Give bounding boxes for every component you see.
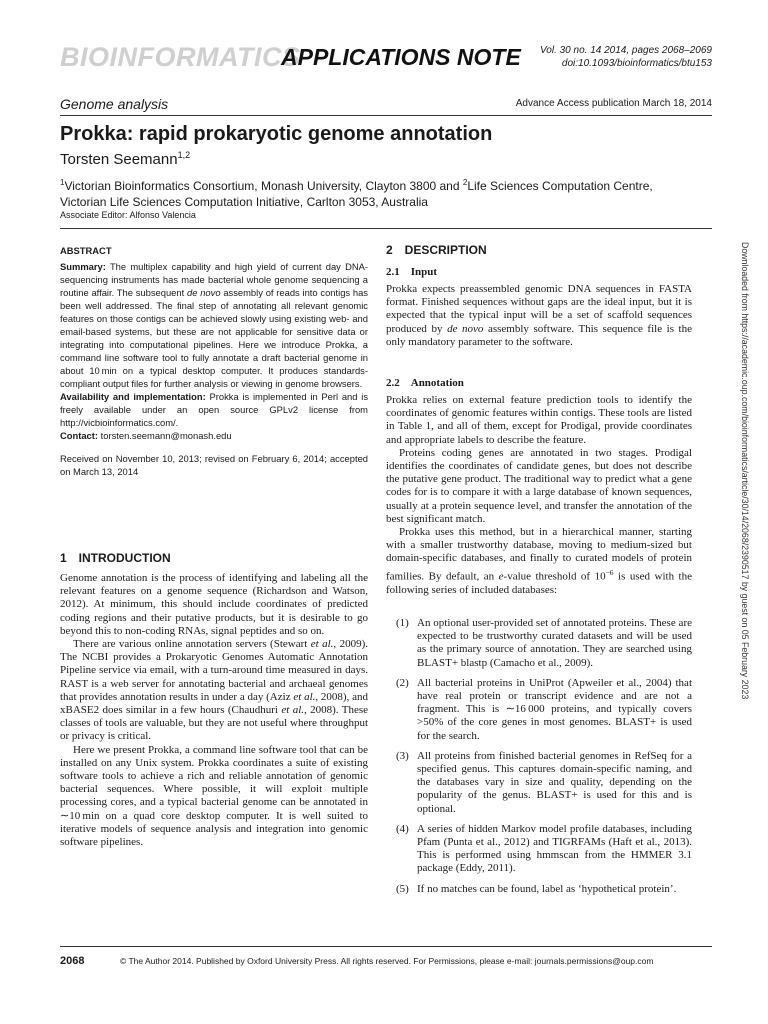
contact-label: Contact: (60, 430, 99, 441)
annotation-paragraph-3 (386, 526, 692, 597)
abstract-heading: ABSTRACT (60, 245, 112, 256)
input-body (386, 283, 692, 349)
citation-volume: Vol. 30 no. 14 2014, pages 2068–2069 (539, 45, 712, 56)
annotation-body (386, 394, 692, 597)
associate-editor: Associate Editor: Alfonso Valencia (60, 210, 196, 220)
intro-p2-etal-3: et al. (281, 704, 305, 717)
top-divider (60, 115, 712, 116)
intro-p2-etal-2: et al. (293, 690, 316, 703)
annotation-paragraph-1: Prokka relies on external feature prediction tools to identify the coordinates of genomic features within contigs. These tools are listed in Table 1, and all of them, except for Prodigal, provide coordinates and appropriate labels to describe the feature. (386, 394, 692, 446)
section-label: Genome analysis (60, 96, 169, 112)
list-item-text: All bacterial proteins in UniProt (Apweiler et al., 2004) that have real protein or transcript evidence and are not a fragment. This is ∼16 000 proteins, and typically covers >50% of the core genes in most genomes. BLAST+ is used for the search. (417, 676, 692, 742)
annotation-heading: 2.2 Annotation (386, 377, 464, 389)
received-dates: Received on November 10, 2013; revised on February 6, 2014; accepted on March 13, 2014 (60, 453, 368, 477)
affil-sup-1: 1 (60, 178, 65, 187)
summary-text-b: assembly of reads into contigs has been well addressed. The final step of annotating all relevant genomic features on those contigs can be achieved slowly using existing web- and email-based systems, but these are not applicable for sensitive data or integrating into computational pipelines. Here we introduce Prokka, a command line software tool to fully annotate a draft bacterial genome in about 10 min on a typical desktop computer. It produces standards-compliant output files for further analysis or viewing in genome browsers. (60, 287, 368, 389)
availability-text: Prokka is implemented in Perl and is freely available under an open source GPLv2 license from http://vicbioinformatics.com/. (60, 391, 369, 428)
list-item-text: A series of hidden Markov model profile databases, including Pfam (Punta et al., 2012) and TIGRFAMs (Haft et al., 2013). This is performed using hmmscan from the HMMER 3.1 package (Eddy, 2011). (417, 822, 692, 875)
ann-p3-b: -value threshold of 10 (503, 570, 606, 583)
abstract-contact (60, 429, 368, 442)
intro-paragraph-3: Here we present Prokka, a command line software tool that can be installed on any Unix system. Prokka coordinates a suite of existing software tools to achieve a rich and reliable annotation of genomic bacterial sequences. Where possible, it will exploit multiple processing cores, and a typical bacterial genome can be annotated in ∼10 min on a quad core desktop computer. It is well suited to iterative models of sequence analysis and integration into genomic software pipelines. (60, 743, 368, 849)
database-list-item (396, 677, 692, 743)
database-list-wrap (396, 617, 692, 903)
article-type: APPLICATIONS NOTE (281, 44, 521, 70)
input-heading: 2.1 Input (386, 266, 438, 278)
abstract-availability (60, 390, 368, 429)
intro-paragraph-2 (60, 638, 368, 744)
citation (540, 44, 712, 70)
affil-text-1: Victorian Bioinformatics Consortium, Monash University, Clayton 3800 and (64, 179, 463, 193)
intro-p2-d: , 2008). These classes of tools are valuable, but they are not useful where throughput or privacy is critical. (60, 704, 369, 743)
intro-p2-a: There are various online annotation servers (Stewart (73, 638, 311, 651)
author-name: Torsten Seemann (60, 151, 178, 168)
input-text-b: assembly software. This sequence file is the only mandatory parameter to the software. (386, 322, 692, 348)
footer-divider (60, 946, 712, 947)
summary-emphasis: de novo (187, 287, 221, 298)
author-superscript: 1,2 (177, 150, 191, 160)
introduction-heading: 1 INTRODUCTION (60, 551, 171, 565)
list-item-number: (2) (396, 676, 409, 689)
header-divider (60, 228, 712, 229)
intro-p2-b: , 2009). The NCBI provides a Prokaryotic Genomes Automatic Annotation Pipeline service via email, with a turn-around time measured in days. RAST is a web server for annotating bacterial and archaeal genomes that provides annotation results in under a day (Aziz (60, 638, 368, 703)
ann-p3-evalue: e (498, 570, 504, 583)
download-note-text[interactable]: Downloaded from https://academic.oup.com/bioinformatics/article/30/14/2068/2390517 by guest on 05 February 2023 (740, 242, 750, 700)
summary-text-a: The multiplex capability and high yield of current day DNA-sequencing instruments has made bacterial whole genome sequencing a routine affair. The subsequent (60, 261, 368, 298)
input-emphasis: de novo (447, 322, 484, 335)
description-heading: 2 DESCRIPTION (386, 243, 487, 257)
database-list-item (396, 883, 692, 896)
availability-label: Availability and implementation: (60, 391, 206, 402)
paper-title: Prokka: rapid prokaryotic genome annotation (60, 123, 493, 145)
database-list-item (396, 823, 692, 876)
list-item-number: (3) (396, 749, 409, 762)
list-item-text: If no matches can be found, label as ‘hypothetical protein’. (417, 882, 677, 895)
list-item-number: (5) (396, 882, 409, 895)
annotation-paragraph-2: Proteins coding genes are annotated in two stages. Prodigal identifies the coordinates of candidate genes, but does not describe the putative gene product. The traditional way to predict what a gene codes for is to compare it with a large database of known sequences, usually at a protein sequence level, and transfer the annotation of the best significant match. (386, 446, 692, 525)
affil-text-2: Life Sciences Computation Centre, Victorian Life Sciences Computation Initiative, Carlton 3053, Australia (60, 179, 653, 209)
database-list-item (396, 750, 692, 816)
input-text-a: Prokka expects preassembled genomic DNA sequences in FASTA format. Finished sequences without gaps are the ideal input, but it is expected that the typical input will be a set of scaffold sequences produced by (386, 283, 692, 335)
copyright-notice: © The Author 2014. Published by Oxford University Press. All rights reserved. For Permissions, please e-mail: journals.permissions@oup.com (120, 956, 654, 966)
contact-email[interactable]: torsten.seemann@monash.edu (98, 430, 232, 441)
author (60, 150, 190, 168)
affil-sup-2: 2 (462, 178, 468, 187)
database-list-item (396, 617, 692, 670)
intro-paragraph-1: Genome annotation is the process of identifying and labeling all the relevant features on a genome sequence (Richardson and Watson, 2012). At minimum, this should include coordinates of predicted coding regions and their putative products, but it is desirable to go beyond this to non-coding RNAs, signal peptides and so on. (60, 572, 368, 637)
abstract-summary (60, 260, 368, 390)
abstract (60, 244, 368, 478)
affiliation (60, 175, 670, 210)
list-item-number: (1) (396, 617, 409, 629)
list-item-text: All proteins from finished bacterial genomes in RefSeq for a specified genus. This captures domain-specific naming, and the databases vary in size and quality, depending on the popularity of the genus. BLAST+ is used for this and is optional. (417, 749, 692, 815)
summary-label: Summary: (60, 261, 106, 272)
page-number: 2068 (60, 955, 85, 967)
input-paragraph (386, 283, 692, 349)
introduction-body (60, 572, 368, 849)
ann-p3-exponent: −6 (605, 567, 614, 577)
intro-p2-etal-1: et al. (310, 638, 334, 651)
download-side-note (736, 242, 750, 790)
list-item-text: An optional user-provided set of annotated proteins. These are expected to be trustworthy curated datasets and will be used as the primary source of annotation. They are searched using BLAST+ blastp (Camacho et al., 2009). (417, 617, 692, 669)
advance-access-note: Advance Access publication March 18, 2014 (515, 98, 712, 109)
list-item-number: (4) (396, 822, 409, 835)
ann-p3-a: Prokka uses this method, but in a hierarchical manner, starting with a smaller trustworthy database, moving to medium-sized but domain-specific databases, and finally to curated models of protein families. By default, an (386, 526, 692, 583)
ann-p3-c: is used with the following series of included databases: (386, 570, 692, 596)
intro-p2-c: , 2008), and xBASE2 does similar in a few hours (Chaudhuri (60, 690, 368, 717)
citation-doi[interactable]: doi:10.1093/bioinformatics/btu153 (561, 58, 712, 69)
database-list (396, 617, 692, 896)
journal-name: BIOINFORMATICS (60, 42, 301, 72)
